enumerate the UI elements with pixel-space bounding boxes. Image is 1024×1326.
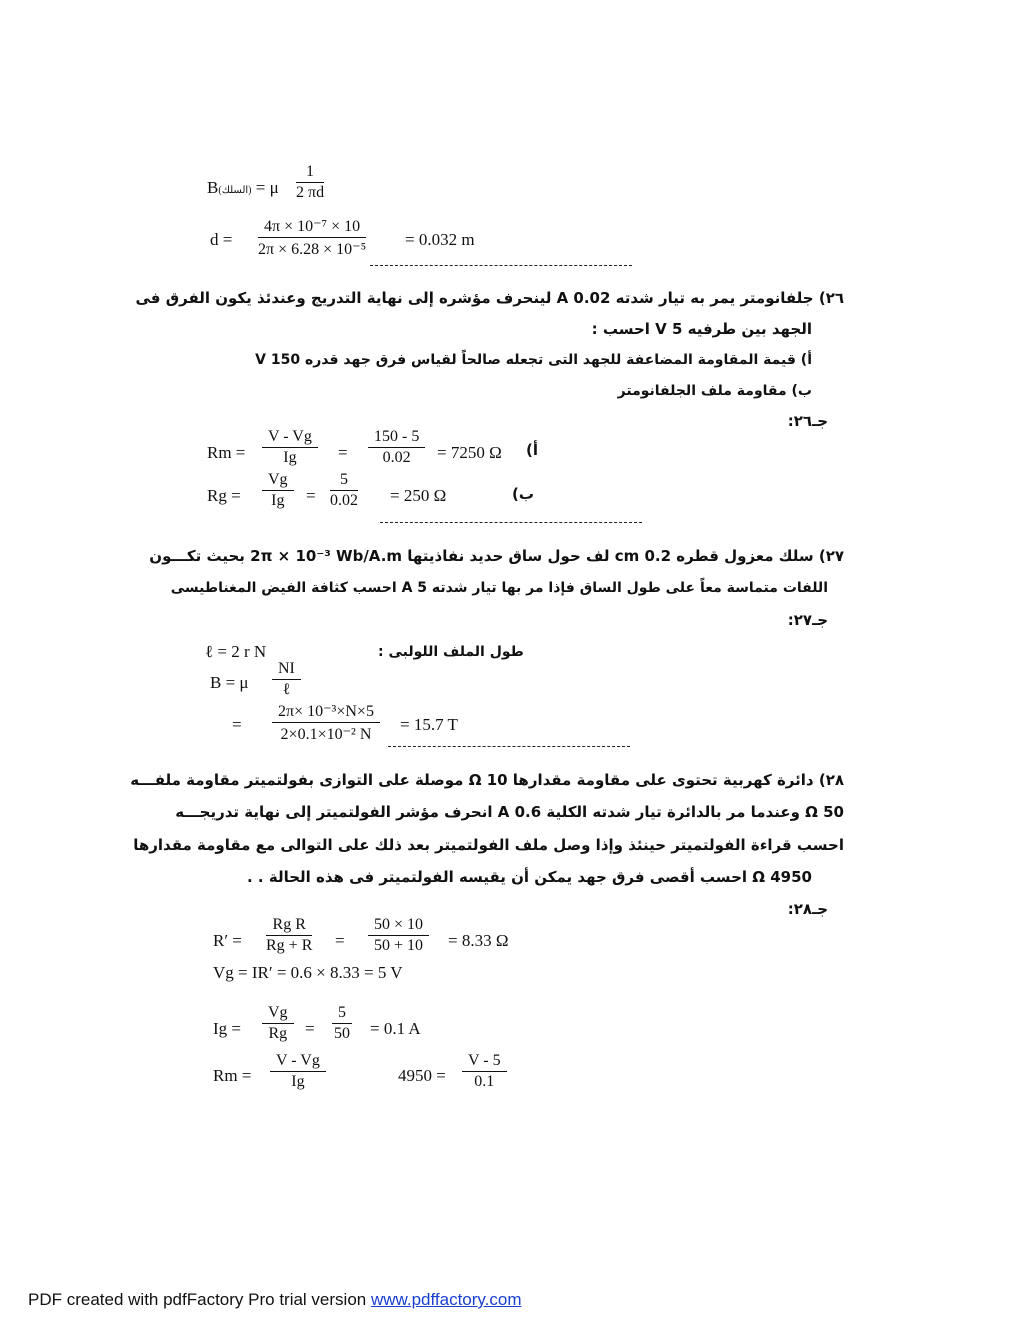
rm-tag: أ) (526, 441, 538, 459)
frac-rg2-den: 0.02 (330, 492, 358, 509)
q27-line2: اللفات متماسة معاً على طول الساق فإذا مر بها تيار شدته 5 A احسب كثافة الفيض المغناطيسى (170, 580, 828, 596)
b27-label: B = μ (210, 673, 249, 692)
frac-rg-num: Vg (262, 471, 294, 491)
frac-rp (266, 916, 312, 955)
frac-ig-den: Rg (268, 1025, 288, 1042)
frac-rp2-num: 50 × 10 (368, 916, 429, 936)
sol27-heading: جـ٢٧: (787, 611, 828, 629)
rm-label: Rm = (207, 443, 246, 462)
divider-1 (370, 265, 632, 266)
frac-d-den: 2π × 6.28 × 10⁻⁵ (258, 241, 367, 258)
frac-rm2-num: 150 - 5 (368, 428, 425, 448)
frac-b27-num: NI (272, 660, 301, 680)
frac-rm28 (270, 1052, 326, 1091)
b-label: B (207, 178, 219, 197)
x-label: 4950 = (398, 1066, 446, 1085)
rg-result: = 250 Ω (390, 486, 447, 505)
q28-line4: 4950 Ω احسب أقصى فرق جهد يمكن أن يقيسه الفولتميتر فى هذه الحالة . . (247, 868, 812, 886)
q26-line3: أ) قيمة المقاومة المضاعفة للجهد التى تجعله صالحاً لقياس فرق جهد قدره 150 V (255, 352, 812, 368)
frac-rm28-num: V - Vg (270, 1052, 326, 1072)
b-subscript: (السلك) (218, 185, 252, 196)
rp-result: = 8.33 Ω (448, 931, 509, 950)
pdffactory-link[interactable]: www.pdffactory.com (370, 1290, 522, 1309)
frac-ig (262, 1004, 294, 1043)
frac-rm-num: V - Vg (262, 428, 318, 448)
frac-rg-den: Ig (271, 492, 285, 509)
frac-b-num: 1 (296, 163, 324, 183)
frac-rp-den: Rg + R (266, 937, 313, 954)
rp-eq: = (335, 931, 345, 950)
frac-ig2-num: 5 (332, 1004, 352, 1024)
l-eq: ℓ = 2 r N (205, 642, 267, 661)
sol26-heading: جـ٢٦: (787, 412, 828, 430)
rm-result: = 7250 Ω (437, 443, 502, 462)
frac-rg2-num: 5 (330, 471, 358, 491)
rg-label: Rg = (207, 486, 241, 505)
d-result: = 0.032 m (405, 230, 475, 249)
ig-eq: = (305, 1019, 315, 1038)
frac-d-num: 4π × 10⁻⁷ × 10 (258, 216, 366, 238)
sol28-heading: جـ٢٨: (787, 900, 828, 918)
frac-rm-den: Ig (283, 449, 297, 466)
frac-rp-num: Rg R (266, 916, 312, 936)
frac-v27-num: 2π× 10⁻³×N×5 (272, 701, 380, 723)
rg-tag: ب) (512, 485, 534, 503)
ig-label: Ig = (213, 1019, 241, 1038)
b-rhs: = μ (255, 178, 279, 197)
frac-ig-num: Vg (262, 1004, 294, 1024)
frac-v27 (272, 701, 380, 744)
frac-rg2 (330, 471, 358, 510)
q26-line2: الجهد بين طرفيه 5 V احسب : (591, 320, 812, 338)
pdf-footer (28, 1290, 522, 1310)
q27-line1: ٢٧) سلك معزول قطره 0.2 cm لف حول ساق حديد نفاذيتها 2π × 10⁻³ Wb/A.m بحيث تكـــون (149, 547, 844, 565)
frac-rp2 (368, 916, 429, 955)
frac-b (296, 163, 324, 202)
rp-label: R′ = (213, 931, 242, 950)
frac-v27-den: 2×0.1×10⁻² N (280, 726, 372, 743)
q28-line1: ٢٨) دائرة كهربية تحتوى على مقاومة مقدارها 10 Ω موصلة على التوازى بفولتميتر مقاومة ملفـــه (130, 771, 844, 789)
rm28-label: Rm = (213, 1066, 252, 1085)
l-note: طول الملف اللولبى : (378, 644, 524, 660)
frac-b27-den: ℓ (282, 681, 291, 698)
frac-rg (262, 471, 294, 510)
frac-b27 (272, 660, 301, 699)
frac-b-den: 2 πd (296, 184, 325, 201)
q26-line1: ٢٦) جلفانومتر يمر به تيار شدته 0.02 A لينحرف مؤشره إلى نهاية التدريج وعندئذ يكون الفرق فى (135, 289, 844, 307)
frac-rm2-den: 0.02 (382, 449, 411, 466)
q26-line4: ب) مقاومة ملف الجلفانومتر (617, 383, 812, 399)
frac-x-num: V - 5 (462, 1052, 507, 1072)
vg-line: Vg = IR′ = 0.6 × 8.33 = 5 V (213, 963, 403, 982)
frac-rp2-den: 50 + 10 (374, 937, 424, 954)
rg-eq: = (306, 486, 316, 505)
frac-x (462, 1052, 507, 1091)
frac-rm28-den: Ig (291, 1073, 305, 1090)
divider-3 (388, 746, 630, 747)
eq27-sign: = (232, 715, 242, 734)
frac-x-den: 0.1 (474, 1073, 495, 1090)
frac-ig2 (332, 1004, 352, 1043)
frac-d (258, 216, 366, 259)
divider-2 (380, 522, 642, 523)
q28-line3: احسب قراءة الفولتميتر حينئذ وإذا وصل ملف الفولتميتر بعد ذلك على التوالى مع مقاومة مقدارها (133, 836, 844, 854)
frac-rm (262, 428, 318, 467)
ig-result: = 0.1 A (370, 1019, 421, 1038)
v27-result: = 15.7 T (400, 715, 458, 734)
eq-b-wire (207, 178, 279, 198)
frac-rm2 (368, 428, 425, 467)
q28-line2: 50 Ω وعندما مر بالدائرة تيار شدته الكلية 0.6 A انحرف مؤشر الفولتميتر إلى نهاية تدريجـــه (175, 803, 844, 821)
footer-text: PDF created with pdfFactory Pro trial version (28, 1290, 371, 1309)
frac-ig2-den: 50 (334, 1025, 350, 1042)
d-label: d = (210, 230, 233, 249)
rm-eq: = (338, 443, 348, 462)
